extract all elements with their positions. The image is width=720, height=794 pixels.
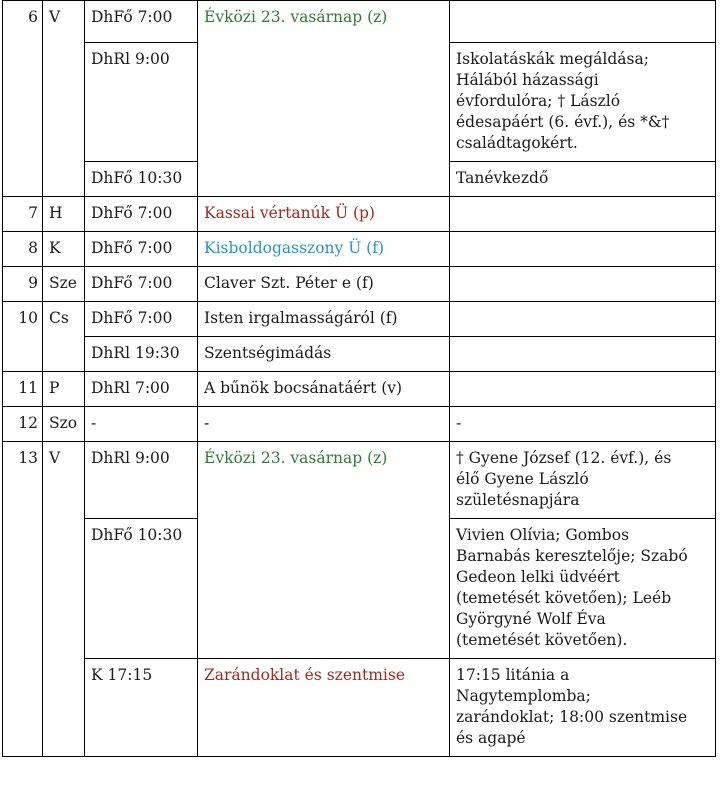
weekday: Sze [43, 267, 85, 302]
schedule-row [3, 267, 716, 302]
weekday: K [43, 232, 85, 267]
schedule-row [3, 197, 716, 232]
schedule-row [3, 302, 716, 337]
weekday: V [43, 1, 85, 197]
schedule-row [3, 1, 716, 43]
feast-name: Évközi 23. vasárnap (z) [198, 442, 450, 659]
mass-time: DhFő 7:00 [85, 1, 198, 43]
weekday: P [43, 372, 85, 407]
schedule-row [3, 442, 716, 519]
schedule-row [3, 407, 716, 442]
mass-time: - [85, 407, 198, 442]
mass-intention: Tanévkezdő [450, 162, 716, 197]
mass-intention [450, 232, 716, 267]
day-number: 7 [3, 197, 43, 232]
mass-time: DhFő 7:00 [85, 232, 198, 267]
mass-intention [450, 267, 716, 302]
mass-intention [450, 302, 716, 337]
mass-time: DhFő 7:00 [85, 302, 198, 337]
mass-time: DhRl 19:30 [85, 337, 198, 372]
day-number: 12 [3, 407, 43, 442]
weekday: V [43, 442, 85, 757]
feast-name: Évközi 23. vasárnap (z) [198, 1, 450, 197]
day-number: 13 [3, 442, 43, 757]
schedule-row [3, 337, 716, 372]
celebration-name: - [198, 407, 450, 442]
celebration-name: Kisboldogasszony Ü (f) [198, 232, 450, 267]
weekday: Szo [43, 407, 85, 442]
mass-time: DhRl 9:00 [85, 43, 198, 162]
schedule-row [3, 659, 716, 757]
weekday: H [43, 197, 85, 232]
mass-intention: Iskolatáskák megáldása; Hálából házassági évfordulóra; † László édesapáért (6. évf.), és *&† családtagokért. [450, 43, 716, 162]
day-number: 6 [3, 1, 43, 197]
mass-intention [450, 197, 716, 232]
mass-time: DhFő 7:00 [85, 197, 198, 232]
weekday: Cs [43, 302, 85, 372]
schedule-row [3, 232, 716, 267]
day-number: 8 [3, 232, 43, 267]
mass-intention: † Gyene József (12. évf.), és élő Gyene László születésnapjára [450, 442, 716, 519]
mass-time: K 17:15 [85, 659, 198, 757]
celebration-name: A bűnök bocsánatáért (v) [198, 372, 450, 407]
mass-time: DhFő 7:00 [85, 267, 198, 302]
celebration-name: Zarándoklat és szentmise [198, 659, 450, 757]
celebration-name: Isten irgalmasságáról (f) [198, 302, 450, 337]
mass-intention [450, 372, 716, 407]
mass-time: DhRl 9:00 [85, 442, 198, 519]
mass-intention [450, 1, 716, 43]
celebration-name: Kassai vértanúk Ü (p) [198, 197, 450, 232]
mass-intention: - [450, 407, 716, 442]
mass-intention: 17:15 litánia a Nagytemplomba; zarándoklat; 18:00 szentmise és agapé [450, 659, 716, 757]
schedule-row [3, 372, 716, 407]
mass-intention [450, 337, 716, 372]
mass-time: DhFő 10:30 [85, 519, 198, 659]
celebration-name: Szentségimádás [198, 337, 450, 372]
mass-time: DhFő 10:30 [85, 162, 198, 197]
mass-schedule-table [2, 0, 716, 757]
day-number: 11 [3, 372, 43, 407]
day-number: 10 [3, 302, 43, 372]
mass-intention: Vivien Olívia; Gombos Barnabás keresztelője; Szabó Gedeon lelki üdvéért (temetését követően); Leéb Györgyné Wolf Éva (temetését követően). [450, 519, 716, 659]
day-number: 9 [3, 267, 43, 302]
celebration-name: Claver Szt. Péter e (f) [198, 267, 450, 302]
mass-time: DhRl 7:00 [85, 372, 198, 407]
